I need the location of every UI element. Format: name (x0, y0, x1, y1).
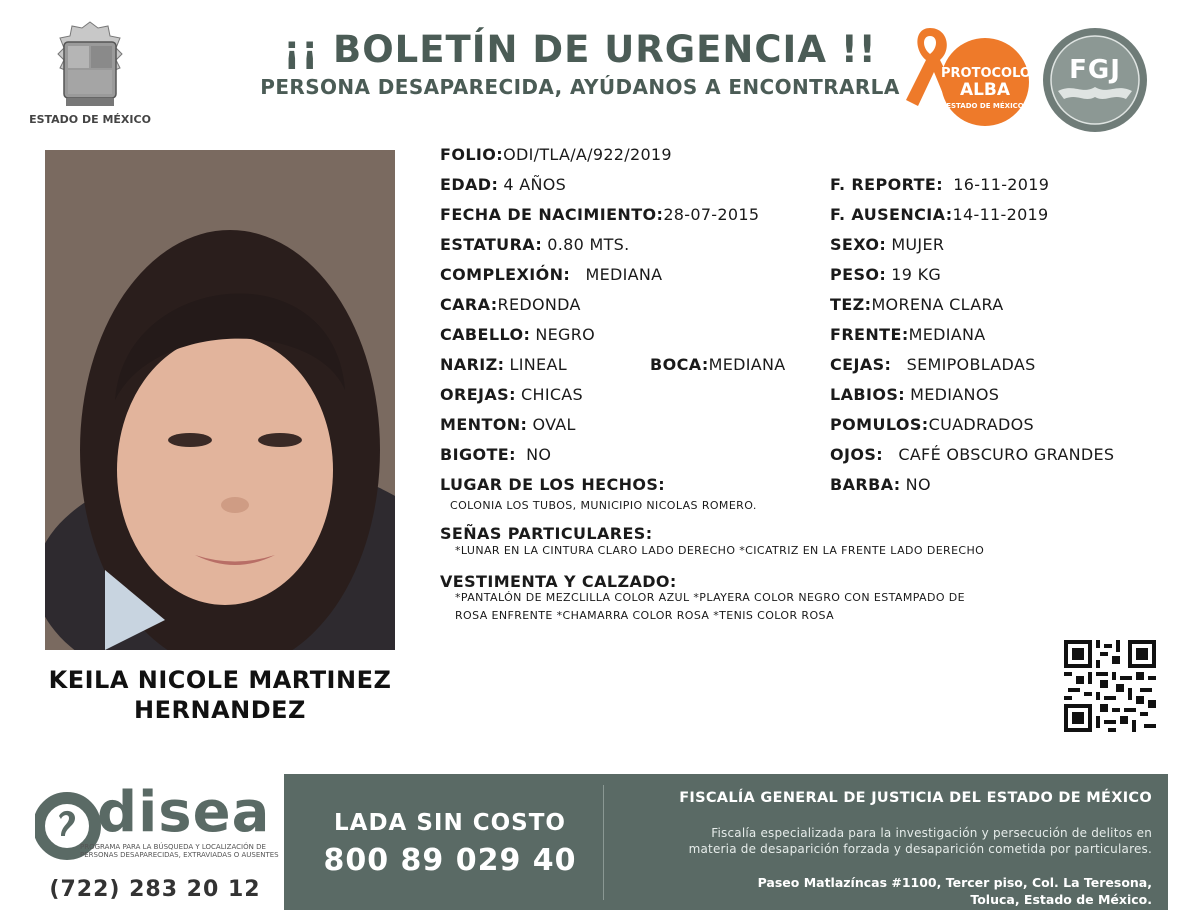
field-value: 16-11-2019 (953, 175, 1050, 194)
fgje-title: FISCALÍA GENERAL DE JUSTICIA DEL ESTADO DE MÉXICO (679, 790, 1152, 806)
field-ojos (830, 445, 1114, 464)
field-value: 0.80 MTS. (547, 235, 630, 254)
protocolo-alba-logo (900, 22, 1030, 132)
field-nariz (440, 355, 567, 374)
field-value: LINEAL (509, 355, 567, 374)
field-estatura (440, 235, 630, 254)
field-cabello (440, 325, 595, 344)
field-value: MEDIANA (585, 265, 663, 284)
person-name-line-1: KEILA NICOLE MARTINEZ (48, 666, 392, 694)
field-tez (830, 295, 1004, 314)
estado-de-mexico-label: ESTADO DE MÉXICO (29, 113, 151, 126)
field-label: OJOS: (830, 445, 884, 464)
odisea-program-note: PROGRAMA PARA LA BÚSQUEDA Y LOCALIZACIÓN DE PERSONAS DESAPARECIDAS, EXTRAVIADAS O AUSENTES (80, 843, 279, 859)
field-label: ESTATURA: (440, 235, 543, 254)
field-bigote (440, 445, 551, 464)
field-label: PESO: (830, 265, 887, 284)
field-folio (440, 145, 672, 164)
field-label: OREJAS: (440, 385, 516, 404)
field-value: CHICAS (521, 385, 584, 404)
field-frente (830, 325, 986, 344)
senas-particulares-title: SEÑAS PARTICULARES: (440, 524, 653, 543)
field-orejas (440, 385, 583, 404)
lugar-hechos-title: LUGAR DE LOS HECHOS: (440, 475, 666, 494)
field-label: FRENTE: (830, 325, 909, 344)
field-value: ODI/TLA/A/922/2019 (503, 145, 672, 164)
field-boca (650, 355, 786, 374)
field-value: MEDIANA (908, 325, 986, 344)
missing-person-photo (45, 150, 395, 650)
field-barba (830, 475, 931, 494)
fgje-address (640, 874, 1152, 908)
field-value: MEDIANOS (910, 385, 1000, 404)
field-value: 4 AÑOS (503, 175, 567, 194)
odisea-wordmark: disea (97, 780, 271, 845)
alba-line-2: ALBA (959, 80, 1011, 100)
fgje-description-line-1: Fiscalía especializada para la investigación y persecución de delitos en (711, 826, 1152, 840)
field-value: SEMIPOBLADAS (906, 355, 1036, 374)
vestimenta-title: VESTIMENTA Y CALZADO: (440, 572, 677, 591)
field-value: MEDIANA (708, 355, 786, 374)
field-cara (440, 295, 581, 314)
fgje-description (608, 825, 1152, 857)
lada-sin-costo-label: LADA SIN COSTO (334, 810, 566, 836)
senas-particulares-text: *LUNAR EN LA CINTURA CLARO LADO DERECHO *CICATRIZ EN LA FRENTE LADO DERECHO (455, 544, 985, 557)
field-label: MENTON: (440, 415, 528, 434)
field-label: BARBA: (830, 475, 901, 494)
field-value: OVAL (532, 415, 576, 434)
field-label: F. REPORTE: (830, 175, 944, 194)
field-value: 19 KG (891, 265, 942, 284)
field-value: MORENA CLARA (871, 295, 1004, 314)
field-label: SEXO: (830, 235, 887, 254)
field-label: BIGOTE: (440, 445, 516, 464)
fgj-seal (1040, 25, 1150, 135)
field-value: NO (905, 475, 931, 494)
field-label: POMULOS: (830, 415, 929, 434)
field-value: CUADRADOS (928, 415, 1034, 434)
field-sexo (830, 235, 944, 254)
field-label: CARA: (440, 295, 498, 314)
field-label: CEJAS: (830, 355, 892, 374)
field-value: MUJER (891, 235, 945, 254)
field-value: REDONDA (497, 295, 581, 314)
field-label: NARIZ: (440, 355, 505, 374)
footer-divider (603, 785, 604, 900)
field-label: TEZ: (830, 295, 872, 314)
alba-line-1: PROTOCOLO (941, 66, 1031, 81)
field-edad (440, 175, 566, 194)
person-name (30, 665, 410, 725)
field-value: NEGRO (535, 325, 596, 344)
odisea-phone[interactable]: (722) 283 20 12 (49, 877, 261, 902)
field-label: EDAD: (440, 175, 499, 194)
fgje-address-line-2: Toluca, Estado de México. (970, 892, 1152, 907)
fgje-description-line-2: materia de desaparición forzada y desaparición cometida por particulares. (688, 842, 1152, 856)
field-pomulos (830, 415, 1034, 434)
fgj-logo-text: FGJ (1069, 55, 1121, 85)
field-fecha-reporte (830, 175, 1049, 194)
field-menton (440, 415, 576, 434)
vestimenta-line-1: *PANTALÓN DE MEZCLILLA COLOR AZUL *PLAYERA COLOR NEGRO CON ESTAMPADO DE (455, 591, 966, 604)
lugar-hechos-text: COLONIA LOS TUBOS, MUNICIPIO NICOLAS ROMERO. (450, 499, 757, 512)
field-fecha-ausencia (830, 205, 1049, 224)
field-cejas (830, 355, 1036, 374)
vestimenta-line-2: ROSA ENFRENTE *CHAMARRA COLOR ROSA *TENIS COLOR ROSA (455, 609, 835, 622)
alba-line-3: ESTADO DE MÉXICO (946, 102, 1024, 110)
person-name-line-2: HERNANDEZ (134, 696, 306, 724)
field-label: BOCA: (650, 355, 709, 374)
field-label: FOLIO: (440, 145, 504, 164)
fgje-address-line-1: Paseo Matlazíncas #1100, Tercer piso, Col. La Teresona, (757, 875, 1152, 890)
bulletin-title: ¡¡ BOLETÍN DE URGENCIA !! (283, 28, 877, 71)
bulletin-subtitle: PERSONA DESAPARECIDA, AYÚDANOS A ENCONTRARLA (260, 75, 900, 99)
field-value: 14-11-2019 (952, 205, 1049, 224)
field-label: CABELLO: (440, 325, 531, 344)
field-complexion (440, 265, 662, 284)
field-label: FECHA DE NACIMIENTO: (440, 205, 664, 224)
field-fecha-nacimiento (440, 205, 759, 224)
field-labios (830, 385, 999, 404)
field-value: CAFÉ OBSCURO GRANDES (898, 445, 1115, 464)
field-label: F. AUSENCIA: (830, 205, 953, 224)
estado-de-mexico-seal (50, 20, 130, 110)
field-value: NO (526, 445, 552, 464)
qr-code[interactable] (1064, 640, 1156, 732)
field-label: COMPLEXIÓN: (440, 265, 571, 284)
field-peso (830, 265, 941, 284)
field-label: LABIOS: (830, 385, 906, 404)
lada-sin-costo-number[interactable]: 800 89 029 40 (323, 843, 577, 878)
field-value: 28-07-2015 (663, 205, 760, 224)
